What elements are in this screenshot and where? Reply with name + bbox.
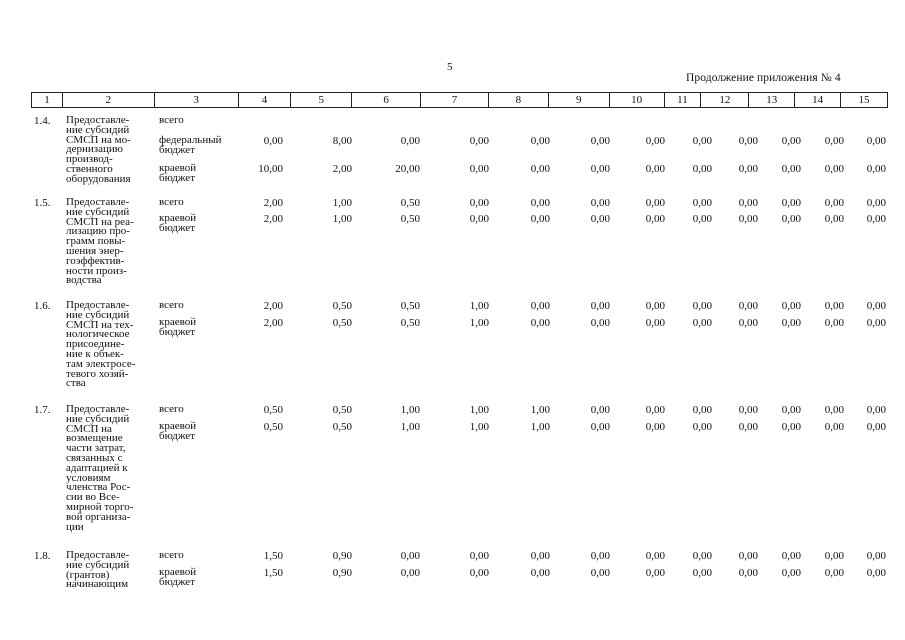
value-cell-col-14: 0,00 (824, 300, 844, 312)
value-cell-col-12: 0,00 (738, 550, 758, 562)
value-cell-col-5: 0,50 (332, 421, 352, 433)
value-cell-col-4: 0,50 (263, 404, 283, 416)
column-header-12: 12 (700, 93, 748, 107)
value-cell-col-6: 1,00 (400, 421, 420, 433)
funding-source-label: всего (159, 549, 184, 561)
funding-source-label: краевой бюджет (159, 420, 197, 442)
value-cell-col-4: 2,00 (263, 197, 283, 209)
value-cell-col-13: 0,00 (781, 421, 801, 433)
value-cell-col-6: 0,50 (400, 317, 420, 329)
value-cell-col-5: 0,90 (332, 550, 352, 562)
row-measure-name: Предоставле- ние субсидий СМСП на мо- дернизацию производ- ственного оборудования (66, 114, 131, 185)
value-cell-col-12: 0,00 (738, 213, 758, 225)
value-cell-col-12: 0,00 (738, 317, 758, 329)
value-cell-col-4: 10,00 (258, 163, 283, 175)
value-cell-col-11: 0,00 (692, 135, 712, 147)
value-cell-col-11: 0,00 (692, 421, 712, 433)
value-cell-col-6: 20,00 (395, 163, 420, 175)
row-number: 1.5. (34, 197, 51, 209)
value-cell-col-14: 0,00 (824, 163, 844, 175)
value-cell-col-6: 0,50 (400, 197, 420, 209)
value-cell-col-13: 0,00 (781, 163, 801, 175)
column-header-9: 9 (548, 93, 609, 107)
value-cell-col-14: 0,00 (824, 567, 844, 579)
value-cell-col-5: 2,00 (332, 163, 352, 175)
row-measure-name: Предоставле- ние субсидий СМСП на возмещение части затрат, связанных с адаптацией к условиям членства Рос- сии во Все- мирной торго- вой организа- ции (66, 403, 134, 533)
row-number: 1.8. (34, 550, 51, 562)
value-cell-col-4: 1,50 (263, 567, 283, 579)
column-header-14: 14 (794, 93, 840, 107)
value-cell-col-7: 0,00 (469, 197, 489, 209)
value-cell-col-10: 0,00 (645, 550, 665, 562)
value-cell-col-7: 0,00 (469, 567, 489, 579)
continuation-caption: Продолжение приложения № 4 (686, 72, 841, 84)
value-cell-col-14: 0,00 (824, 135, 844, 147)
value-cell-col-9: 0,00 (590, 421, 610, 433)
value-cell-col-11: 0,00 (692, 213, 712, 225)
row-number: 1.7. (34, 404, 51, 416)
funding-source-row (0, 422, 905, 442)
value-cell-col-6: 1,00 (400, 404, 420, 416)
value-cell-col-11: 0,00 (692, 300, 712, 312)
value-cell-col-11: 0,00 (692, 317, 712, 329)
value-cell-col-9: 0,00 (590, 135, 610, 147)
value-cell-col-8: 1,00 (530, 421, 550, 433)
value-cell-col-8: 0,00 (530, 135, 550, 147)
value-cell-col-10: 0,00 (645, 163, 665, 175)
value-cell-col-15: 0,00 (866, 567, 886, 579)
value-cell-col-5: 0,50 (332, 300, 352, 312)
value-cell-col-5: 0,50 (332, 317, 352, 329)
value-cell-col-13: 0,00 (781, 197, 801, 209)
value-cell-col-7: 0,00 (469, 550, 489, 562)
value-cell-col-10: 0,00 (645, 197, 665, 209)
funding-source-row (0, 116, 905, 136)
value-cell-col-7: 0,00 (469, 135, 489, 147)
column-header-8: 8 (488, 93, 548, 107)
funding-source-label: всего (159, 299, 184, 311)
value-cell-col-11: 0,00 (692, 550, 712, 562)
value-cell-col-5: 0,50 (332, 404, 352, 416)
value-cell-col-13: 0,00 (781, 317, 801, 329)
value-cell-col-9: 0,00 (590, 567, 610, 579)
value-cell-col-10: 0,00 (645, 421, 665, 433)
value-cell-col-8: 0,00 (530, 567, 550, 579)
value-cell-col-7: 1,00 (469, 404, 489, 416)
funding-source-row (0, 136, 905, 156)
column-header-1: 1 (44, 94, 50, 106)
value-cell-col-5: 0,90 (332, 567, 352, 579)
funding-source-label: краевой бюджет (159, 212, 197, 234)
value-cell-col-11: 0,00 (692, 163, 712, 175)
value-cell-col-14: 0,00 (824, 550, 844, 562)
value-cell-col-10: 0,00 (645, 300, 665, 312)
value-cell-col-8: 0,00 (530, 300, 550, 312)
value-cell-col-10: 0,00 (645, 135, 665, 147)
value-cell-col-13: 0,00 (781, 550, 801, 562)
value-cell-col-12: 0,00 (738, 421, 758, 433)
value-cell-col-9: 0,00 (590, 300, 610, 312)
value-cell-col-7: 0,00 (469, 213, 489, 225)
value-cell-col-12: 0,00 (738, 567, 758, 579)
value-cell-col-11: 0,00 (692, 404, 712, 416)
value-cell-col-6: 0,00 (400, 550, 420, 562)
value-cell-col-13: 0,00 (781, 300, 801, 312)
value-cell-col-13: 0,00 (781, 567, 801, 579)
value-cell-col-4: 1,50 (263, 550, 283, 562)
column-header-15: 15 (840, 93, 887, 107)
row-number: 1.4. (34, 115, 51, 127)
value-cell-col-15: 0,00 (866, 163, 886, 175)
value-cell-col-13: 0,00 (781, 213, 801, 225)
value-cell-col-6: 0,50 (400, 213, 420, 225)
value-cell-col-9: 0,00 (590, 213, 610, 225)
value-cell-col-14: 0,00 (824, 421, 844, 433)
value-cell-col-13: 0,00 (781, 404, 801, 416)
value-cell-col-9: 0,00 (590, 163, 610, 175)
value-cell-col-10: 0,00 (645, 213, 665, 225)
value-cell-col-6: 0,00 (400, 567, 420, 579)
column-header-6: 6 (351, 93, 420, 107)
page-number: 5 (447, 61, 453, 73)
funding-source-label: краевой бюджет (159, 566, 197, 588)
value-cell-col-13: 0,00 (781, 135, 801, 147)
value-cell-col-9: 0,00 (590, 404, 610, 416)
value-cell-col-8: 0,00 (530, 317, 550, 329)
column-header-11: 11 (664, 93, 701, 107)
value-cell-col-4: 2,00 (263, 300, 283, 312)
column-header-4: 4 (238, 93, 291, 107)
value-cell-col-4: 0,00 (263, 135, 283, 147)
value-cell-col-4: 2,00 (263, 317, 283, 329)
funding-source-label: всего (159, 403, 184, 415)
column-header-2: 2 (62, 93, 154, 107)
value-cell-col-12: 0,00 (738, 404, 758, 416)
row-number: 1.6. (34, 300, 51, 312)
funding-source-label: всего (159, 196, 184, 208)
value-cell-col-12: 0,00 (738, 163, 758, 175)
value-cell-col-5: 1,00 (332, 213, 352, 225)
funding-source-row (0, 164, 905, 184)
column-header-5: 5 (290, 93, 351, 107)
value-cell-col-15: 0,00 (866, 213, 886, 225)
value-cell-col-8: 0,00 (530, 197, 550, 209)
value-cell-col-7: 0,00 (469, 163, 489, 175)
funding-source-label: всего (159, 114, 184, 126)
row-measure-name: Предоставле- ние субсидий СМСП на реа- лизацию про- грамм повы- шения энер- гоэффектив- ности произ- водства (66, 196, 134, 287)
value-cell-col-15: 0,00 (866, 421, 886, 433)
row-measure-name: Предоставле- ние субсидий (грантов) начинающим (66, 549, 130, 591)
value-cell-col-4: 0,50 (263, 421, 283, 433)
value-cell-col-14: 0,00 (824, 197, 844, 209)
column-header-7: 7 (420, 93, 488, 107)
value-cell-col-12: 0,00 (738, 300, 758, 312)
value-cell-col-6: 0,00 (400, 135, 420, 147)
value-cell-col-15: 0,00 (866, 135, 886, 147)
value-cell-col-8: 0,00 (530, 550, 550, 562)
value-cell-col-6: 0,50 (400, 300, 420, 312)
value-cell-col-8: 0,00 (530, 213, 550, 225)
funding-source-label: федеральный бюджет (159, 134, 222, 156)
value-cell-col-15: 0,00 (866, 404, 886, 416)
value-cell-col-11: 0,00 (692, 197, 712, 209)
column-header-3: 3 (154, 93, 238, 107)
value-cell-col-9: 0,00 (590, 317, 610, 329)
value-cell-col-9: 0,00 (590, 550, 610, 562)
column-header-10: 10 (609, 93, 664, 107)
value-cell-col-15: 0,00 (866, 317, 886, 329)
value-cell-col-8: 0,00 (530, 163, 550, 175)
funding-source-label: краевой бюджет (159, 316, 197, 338)
value-cell-col-10: 0,00 (645, 567, 665, 579)
value-cell-col-12: 0,00 (738, 197, 758, 209)
value-cell-col-10: 0,00 (645, 317, 665, 329)
value-cell-col-14: 0,00 (824, 213, 844, 225)
value-cell-col-7: 1,00 (469, 300, 489, 312)
funding-source-row (0, 568, 905, 588)
value-cell-col-9: 0,00 (590, 197, 610, 209)
funding-source-label: краевой бюджет (159, 162, 197, 184)
funding-source-row (0, 214, 905, 234)
funding-source-row (0, 318, 905, 338)
value-cell-col-7: 1,00 (469, 421, 489, 433)
value-cell-col-14: 0,00 (824, 317, 844, 329)
value-cell-col-15: 0,00 (866, 300, 886, 312)
value-cell-col-10: 0,00 (645, 404, 665, 416)
value-cell-col-15: 0,00 (866, 550, 886, 562)
value-cell-col-14: 0,00 (824, 404, 844, 416)
value-cell-col-5: 1,00 (332, 197, 352, 209)
row-measure-name: Предоставле- ние субсидий СМСП на тех- нологическое присоедине- ние к объек- там электросе- тевого хозяй- ства (66, 299, 136, 390)
value-cell-col-7: 1,00 (469, 317, 489, 329)
value-cell-col-11: 0,00 (692, 567, 712, 579)
table-header-row (31, 92, 888, 108)
value-cell-col-8: 1,00 (530, 404, 550, 416)
value-cell-col-12: 0,00 (738, 135, 758, 147)
value-cell-col-4: 2,00 (263, 213, 283, 225)
column-header-13: 13 (748, 93, 794, 107)
value-cell-col-15: 0,00 (866, 197, 886, 209)
value-cell-col-5: 8,00 (332, 135, 352, 147)
